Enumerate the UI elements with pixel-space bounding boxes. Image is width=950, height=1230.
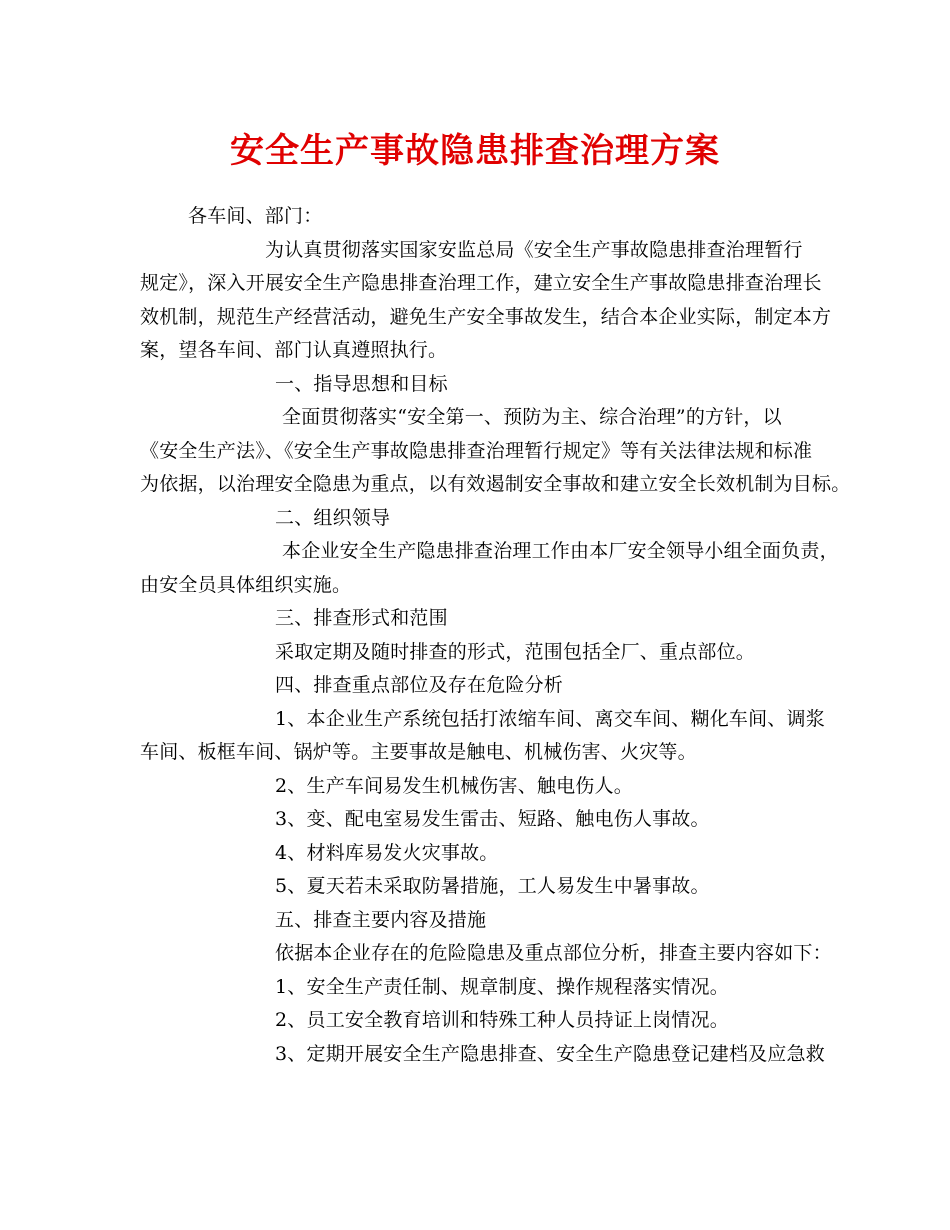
text-line: 由安全员具体组织实施。	[140, 573, 352, 596]
text-line: 依据本企业存在的危险隐患及重点部位分析，排查主要内容如下：	[275, 942, 832, 964]
text-line: 规定》，深入开展安全生产隐患排查治理工作，建立安全生产事故隐患排查治理长	[140, 272, 822, 294]
text-line: 4、材料库易发火灾事故。	[275, 841, 499, 864]
text-line: 5、夏天若未采取防暑措施，工人易发生中暑事故。	[275, 875, 710, 897]
text-line: 3、定期开展安全生产隐患排查、安全生产隐患登记建档及应急救	[275, 1042, 825, 1065]
text-line: 为认真贯彻落实国家安监总局《安全生产事故隐患排查治理暂行	[265, 238, 803, 261]
text-line: 1、本企业生产系统包括打浓缩车间、离交车间、糊化车间、调浆	[275, 707, 825, 730]
text-line: 为依据，以治理安全隐患为重点，以有效遏制安全事故和建立安全长效机制为目标。	[140, 473, 851, 495]
text-line: 全面贯彻落实“安全第一、预防为主、综合治理”的方针，以	[282, 406, 782, 428]
text-line: 四、排查重点部位及存在危险分析	[275, 674, 564, 696]
text-line: 二、组织领导	[275, 506, 391, 529]
text-line: 三、排查形式和范围	[275, 607, 448, 629]
text-line: 1、安全生产责任制、规章制度、操作规程落实情况。	[275, 975, 729, 998]
text-line: 一、指导思想和目标	[275, 372, 448, 395]
text-line: 2、员工安全教育培训和特殊工种人员持证上岗情况。	[275, 1009, 729, 1031]
document-body	[140, 200, 851, 1071]
text-line: 效机制，规范生产经营活动，避免生产安全事故发生，结合本企业实际，制定本方	[140, 305, 832, 328]
text-line: 2、生产车间易发生机械伤害、触电伤人。	[275, 774, 633, 797]
text-line: 采取定期及随时排查的形式，范围包括全厂、重点部位。	[275, 640, 756, 663]
text-line: 车间、板框车间、锅炉等。主要事故是触电、机械伤害、火灾等。	[140, 741, 697, 763]
document-title: 安全生产事故隐患排查治理方案	[230, 131, 720, 171]
text-line: 各车间、部门：	[188, 205, 323, 227]
text-line: 五、排查主要内容及措施	[275, 908, 487, 931]
text-line: 《安全生产法》、《安全生产事故隐患排查治理暂行规定》等有关法律法规和标准	[140, 439, 813, 462]
text-line: 案，望各车间、部门认真遵照执行。	[140, 339, 448, 361]
text-line: 本企业安全生产隐患排查治理工作由本厂安全领导小组全面负责，	[282, 540, 839, 562]
text-line: 3、变、配电室易发生雷击、短路、触电伤人事故。	[275, 808, 710, 830]
